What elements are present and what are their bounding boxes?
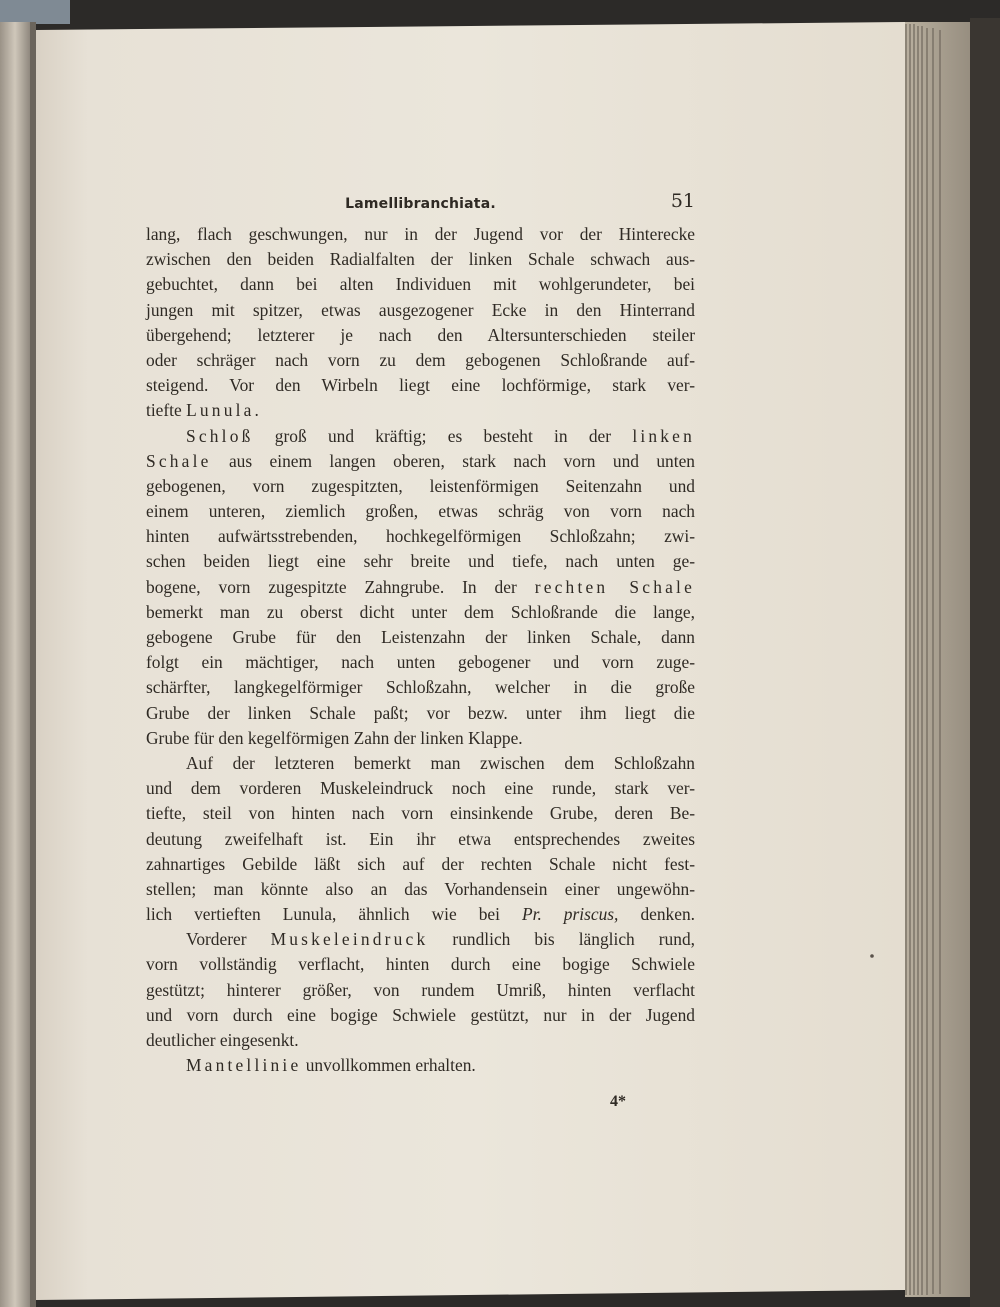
- text-line: und vorn durch eine bogige Schwiele gestützt, nur in der Jugend: [146, 1004, 695, 1025]
- text-line: deutlicher eingesenkt.: [146, 1030, 299, 1050]
- book-gutter: [30, 22, 36, 1307]
- spaced-term: Mantellinie: [186, 1055, 302, 1076]
- spaced-term: Muskeleindruck: [270, 929, 429, 950]
- text-line: übergehend; letzterer je nach den Altersunterschieden steiler: [146, 324, 695, 345]
- text-line: schen beiden liegt eine sehr breite und tiefe, nach unten ge-: [146, 551, 695, 572]
- page-text-block: [146, 188, 695, 1078]
- text-segment: groß und kräftig; es besteht in der: [274, 425, 612, 446]
- text-segment: bogene, vorn zugespitzte Zahngrube. In der: [146, 576, 517, 597]
- text-segment: rundlich bis länglich rund,: [452, 929, 695, 950]
- text-line: einem unteren, ziemlich großen, etwas schräg von vorn nach: [146, 501, 695, 522]
- text-line: lang, flach geschwungen, nur in der Jugend vor der Hinterecke: [146, 224, 695, 244]
- signature-mark: 4*: [610, 1093, 626, 1110]
- text-line: zwischen den beiden Radialfalten der linken Schale schwach aus-: [146, 249, 695, 270]
- text-line: gestützt; hinterer größer, von rundem Umriß, hinten verflacht: [146, 979, 695, 1000]
- text-line: gebogene Grube für den Leistenzahn der linken Schale, dann: [146, 627, 695, 647]
- text-line: gebuchtet, dann bei alten Individuen mit wohlgerundeter, bei: [146, 274, 695, 295]
- spaced-term: linken: [632, 425, 695, 446]
- text-line: [146, 449, 695, 474]
- spaced-term: Schale: [146, 450, 212, 471]
- text-line: hinten aufwärtsstrebenden, hochkegelförmigen Schloßzahn; zwi-: [146, 526, 695, 547]
- text-line: [146, 424, 695, 449]
- text-line: gebogenen, vorn zugespitzten, leistenförmigen Seitenzahn und: [146, 475, 695, 496]
- text-line: schärfter, langkegelförmiger Schloßzahn, welcher in die große: [146, 677, 695, 698]
- left-page-edge: [0, 22, 30, 1307]
- page-title: Lamellibranchiata.: [345, 196, 496, 212]
- text-line: folgt ein mächtiger, nach unten gebogener und vorn zuge-: [146, 652, 695, 673]
- text-line: Grube der linken Schale paßt; vor bezw. unter ihm liegt die: [146, 702, 695, 723]
- page-number: 51: [670, 190, 695, 212]
- spaced-term: Lunula.: [186, 400, 263, 421]
- text-line: deutung zweifelhaft ist. Ein ihr etwa entsprechendes zweites: [146, 828, 695, 849]
- book-cover-edge: [970, 18, 1000, 1307]
- text-line: oder schräger nach vorn zu dem gebogenen Schloßrande auf-: [146, 349, 695, 370]
- text-segment: denken.: [640, 904, 696, 925]
- text-segment: aus einem langen oberen, stark nach vorn und unten: [228, 450, 695, 471]
- text-line: tiefte, steil von hinten nach vorn einsinkende Grube, deren Be-: [146, 803, 695, 824]
- page-stack-edges: [905, 22, 970, 1297]
- text-line: zahnartiges Gebilde läßt sich auf der rechten Schale nicht fest-: [146, 853, 695, 874]
- paper-speck: [870, 954, 874, 958]
- text-line: steigend. Vor den Wirbeln liegt eine lochförmige, stark ver-: [146, 375, 695, 396]
- spaced-term: Schloß: [186, 425, 254, 446]
- spaced-term: rechten Schale: [534, 576, 695, 597]
- running-head: [146, 188, 695, 222]
- text-segment: unvollkommen erhalten.: [305, 1055, 476, 1076]
- text-segment: Vorderer: [186, 929, 247, 950]
- text-line: [146, 398, 695, 423]
- text-line: [146, 902, 695, 927]
- text-line: bemerkt man zu oberst dicht unter dem Schloßrande die lange,: [146, 601, 695, 622]
- species-name: Pr. priscus,: [521, 904, 619, 925]
- text-line: vorn vollständig verflacht, hinten durch eine bogige Schwiele: [146, 954, 695, 975]
- text-line: [146, 575, 695, 600]
- text-line: [146, 1053, 695, 1078]
- text-line: jungen mit spitzer, etwas ausgezogener Ecke in den Hinterrand: [146, 299, 695, 320]
- text-line: und dem vorderen Muskeleindruck noch eine runde, stark ver-: [146, 778, 695, 799]
- text-line: Grube für den kegelförmigen Zahn der linken Klappe.: [146, 727, 523, 748]
- text-line: [146, 927, 695, 952]
- text-line: stellen; man könnte also an das Vorhandensein einer ungewöhn-: [146, 878, 695, 899]
- scan-tab: [0, 0, 70, 24]
- text-segment: lich vertieften Lunula, ähnlich wie bei: [146, 904, 500, 925]
- text-segment: tiefte: [146, 400, 182, 421]
- text-line: Auf der letzteren bemerkt man zwischen dem Schloßzahn: [186, 752, 695, 773]
